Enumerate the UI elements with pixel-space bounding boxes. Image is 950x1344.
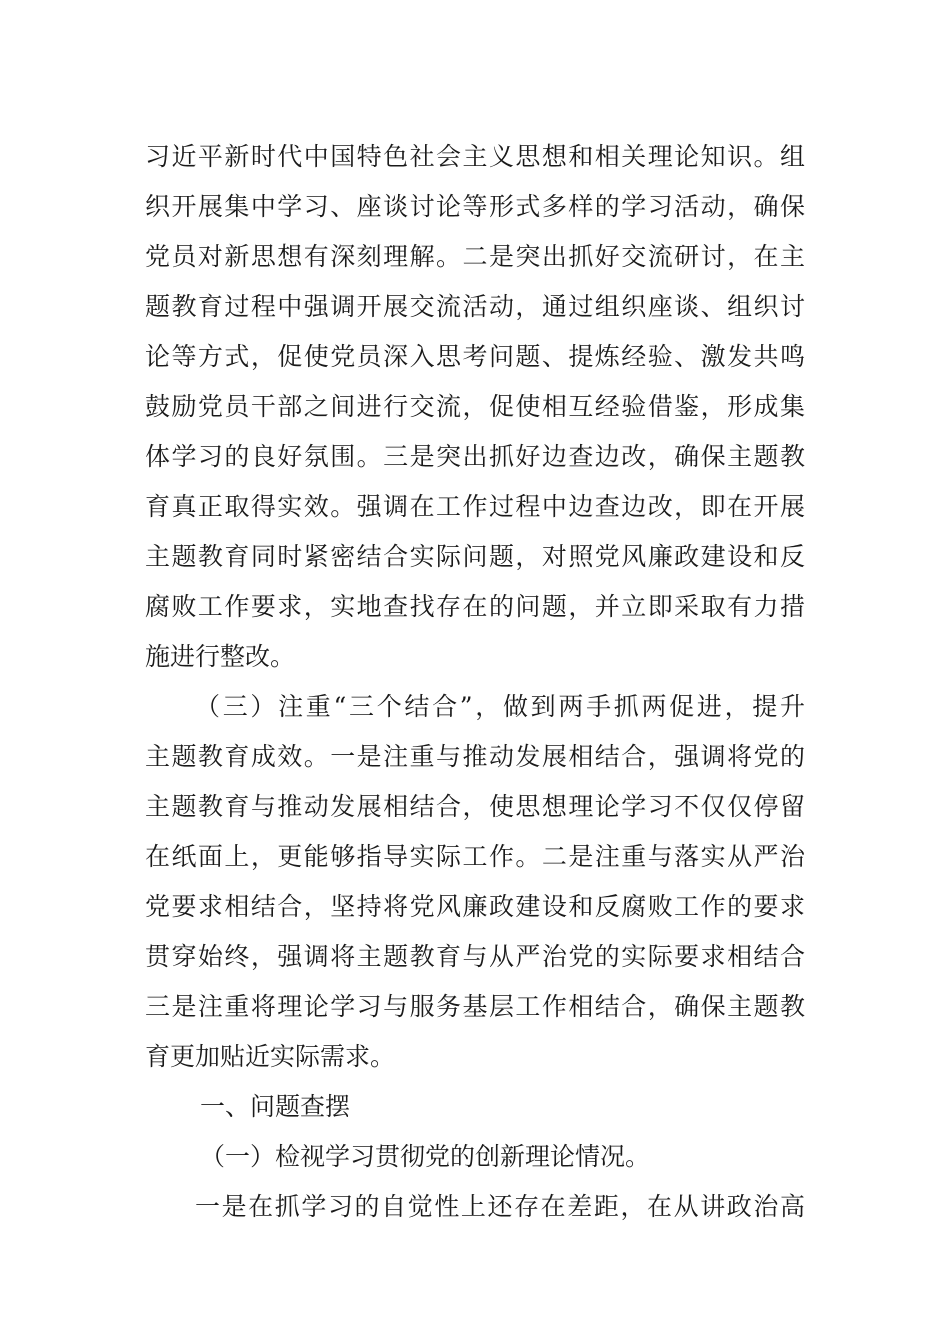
text-line: 论等方式，促使党员深入思考问题、提炼经验、激发共鸣 <box>145 342 805 371</box>
text-line: 育更加贴近实际需求。 <box>145 1042 396 1071</box>
text-line: 党要求相结合，坚持将党风廉政建设和反腐败工作的要求 <box>145 892 805 921</box>
text-line: 主题教育同时紧密结合实际问题，对照党风廉政建设和反 <box>145 542 805 571</box>
paragraph-heading-line: （三）注重“三个结合”，做到两手抓两促进，提升 <box>195 692 805 721</box>
text-line: 育真正取得实效。强调在工作过程中边查边改，即在开展 <box>145 492 805 521</box>
text-line: 题教育过程中强调开展交流活动，通过组织座谈、组织讨 <box>145 292 805 321</box>
subsection-heading: （一）检视学习贯彻党的创新理论情况。 <box>200 1142 651 1171</box>
text-line: 习近平新时代中国特色社会主义思想和相关理论知识。组 <box>145 142 805 171</box>
text-line: 主题教育与推动发展相结合，使思想理论学习不仅仅停留 <box>145 792 805 821</box>
text-line: 贯穿始终，强调将主题教育与从严治党的实际要求相结合 <box>145 942 805 971</box>
text-line: 主题教育成效。一是注重与推动发展相结合，强调将党的 <box>145 742 805 771</box>
text-line: 一是在抓学习的自觉性上还存在差距，在从讲政治高 <box>195 1192 805 1221</box>
text-line: 腐败工作要求，实地查找存在的问题，并立即采取有力措 <box>145 592 805 621</box>
text-line: 体学习的良好氛围。三是突出抓好边查边改，确保主题教 <box>145 442 805 471</box>
section-heading: 一、问题查摆 <box>200 1092 351 1121</box>
text-line: 党员对新思想有深刻理解。二是突出抓好交流研讨，在主 <box>145 242 805 271</box>
text-line: 三是注重将理论学习与服务基层工作相结合，确保主题教 <box>145 992 805 1021</box>
text-line: 在纸面上，更能够指导实际工作。二是注重与落实从严治 <box>145 842 805 871</box>
text-line: 施进行整改。 <box>145 642 296 671</box>
text-line: 织开展集中学习、座谈讨论等形式多样的学习活动，确保 <box>145 192 805 221</box>
text-line: 鼓励党员干部之间进行交流，促使相互经验借鉴，形成集 <box>145 392 805 421</box>
